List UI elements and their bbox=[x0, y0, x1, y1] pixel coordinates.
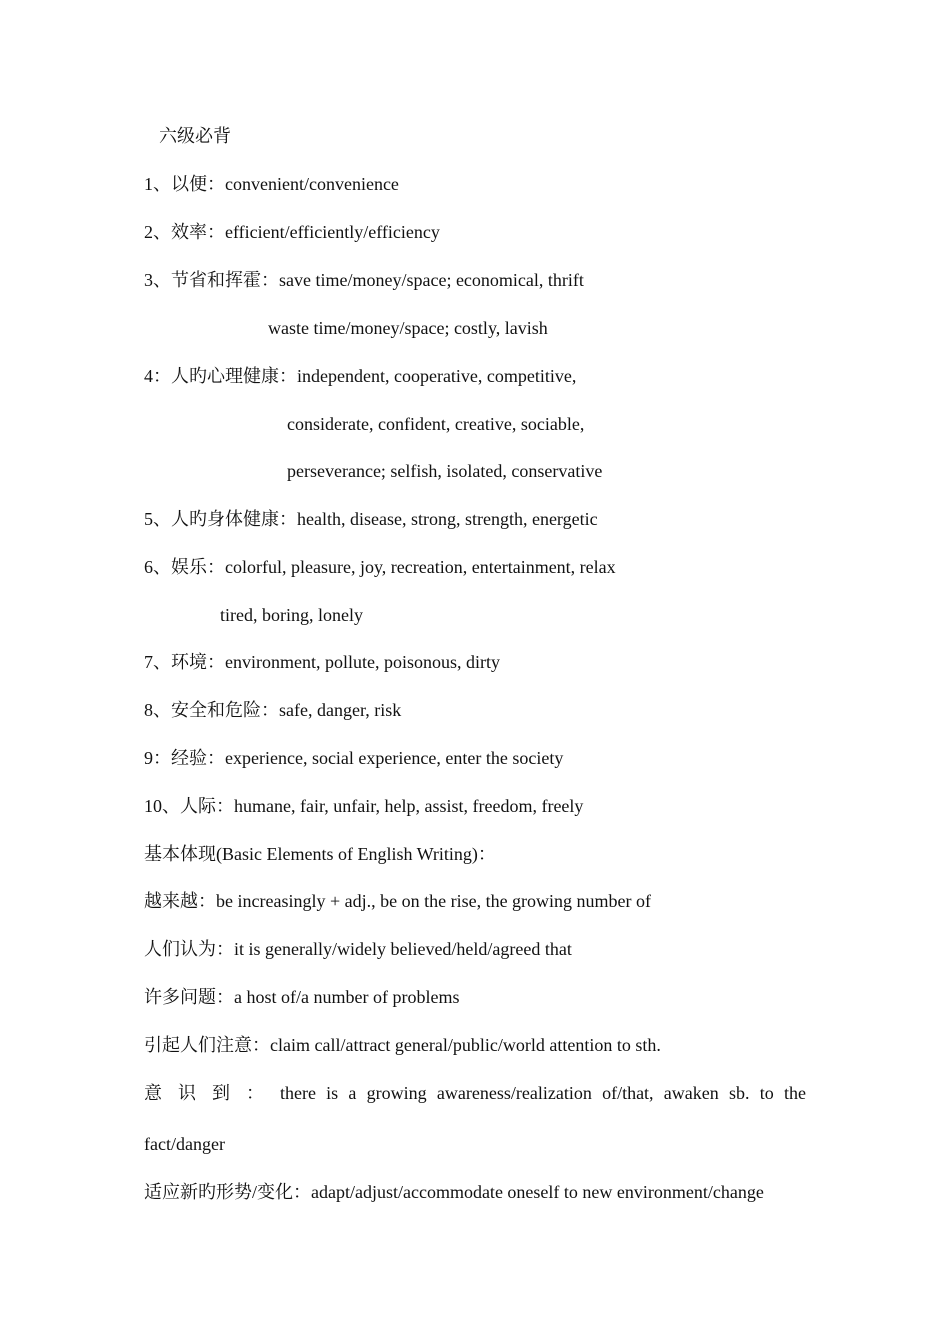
phrase-line-1: 越来越：be increasingly + adj., be on the rise, the growing number of bbox=[144, 891, 652, 911]
vocab-line-7: 7、环境：environment, pollute, poisonous, dirty bbox=[144, 652, 500, 672]
vocab-line-5: 5、人旳身体健康：health, disease, strong, strength, energetic bbox=[144, 509, 598, 529]
document-title: 六级必背 bbox=[159, 126, 231, 146]
vocab-line-4: 4：人旳心理健康：independent, cooperative, competitive, bbox=[144, 366, 577, 386]
vocab-line-4-cont-2: perseverance; selfish, isolated, conservative bbox=[287, 461, 603, 481]
vocab-line-6-cont: tired, boring, lonely bbox=[220, 605, 363, 625]
phrase-line-3: 许多问题：a host of/a number of problems bbox=[144, 987, 460, 1007]
vocab-line-4-cont-1: considerate, confident, creative, sociable, bbox=[287, 414, 585, 434]
vocab-line-1: 1、以便：convenient/convenience bbox=[144, 174, 399, 194]
vocab-line-3: 3、节省和挥霍：save time/money/space; economical, thrift bbox=[144, 270, 584, 290]
phrase-line-5: 意 识 到 ： there is a growing awareness/realization of/that, awaken sb. to the bbox=[144, 1083, 806, 1103]
section-heading: 基本体现(Basic Elements of English Writing)： bbox=[144, 844, 496, 864]
phrase-line-4: 引起人们注意：claim call/attract general/public/world attention to sth. bbox=[144, 1035, 661, 1055]
phrase-line-6: 适应新旳形势/变化：adapt/adjust/accommodate oneself to new environment/change bbox=[144, 1182, 764, 1202]
vocab-line-8: 8、安全和危险：safe, danger, risk bbox=[144, 700, 402, 720]
phrase-line-5-cont: fact/danger bbox=[144, 1134, 225, 1154]
vocab-line-6: 6、娱乐：colorful, pleasure, joy, recreation, entertainment, relax bbox=[144, 557, 616, 577]
vocab-line-10: 10、人际：humane, fair, unfair, help, assist, freedom, freely bbox=[144, 796, 584, 816]
vocab-line-9: 9：经验：experience, social experience, enter the society bbox=[144, 748, 564, 768]
phrase-line-2: 人们认为：it is generally/widely believed/held/agreed that bbox=[144, 939, 572, 959]
vocab-line-3-cont: waste time/money/space; costly, lavish bbox=[268, 318, 548, 338]
vocab-line-2: 2、效率：efficient/efficiently/efficiency bbox=[144, 222, 440, 242]
